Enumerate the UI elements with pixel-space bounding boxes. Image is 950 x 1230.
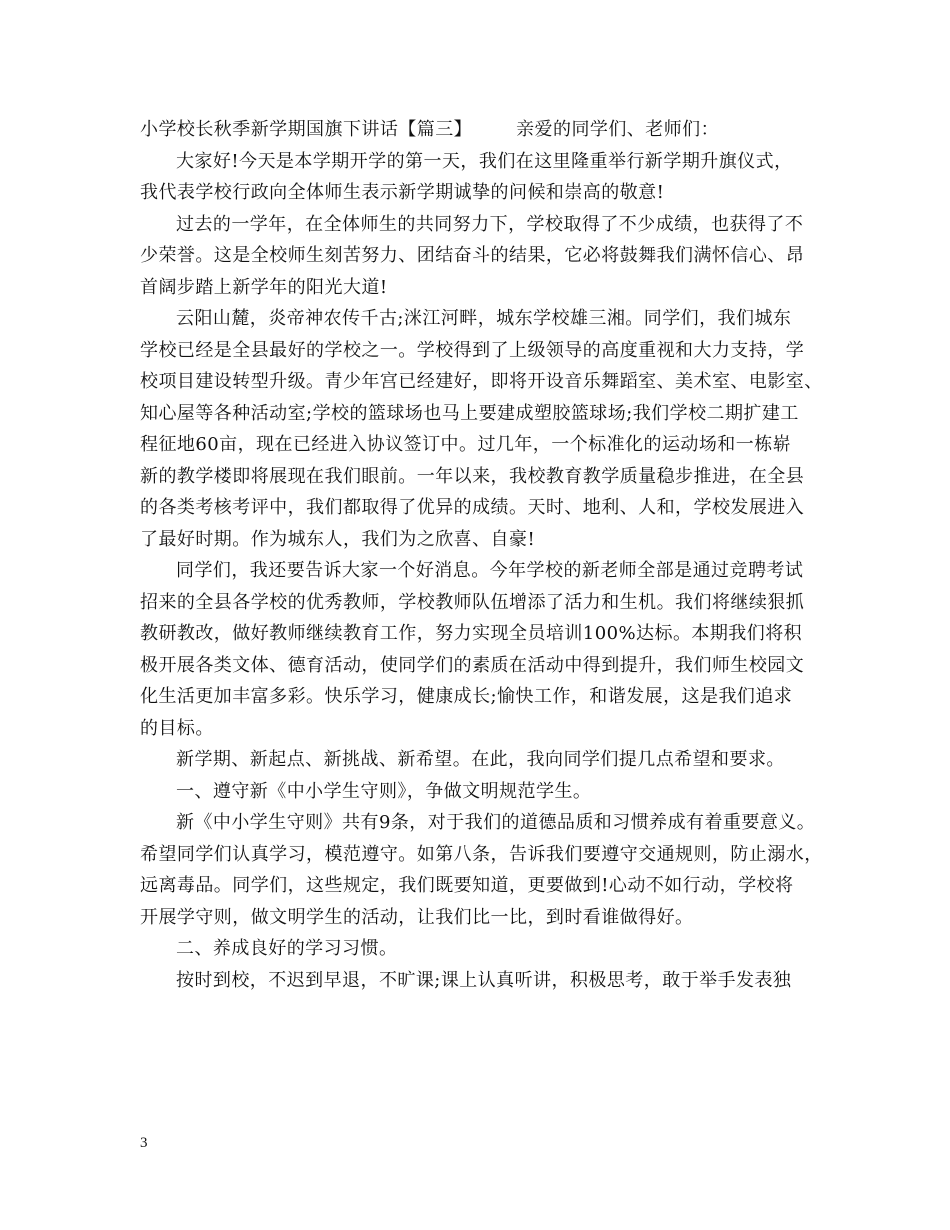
text-line: 一、遵守新《中小学生守则》，争做文明规范学生。 <box>176 780 592 802</box>
text-line: 新的教学楼即将展现在我们眼前。一年以来，我校教育教学质量稳步推进，在全县 <box>140 465 805 487</box>
text-line: 知心屋等各种活动室;学校的篮球场也马上要建成塑胶篮球场;我们学校二期扩建工 <box>140 402 799 424</box>
text-line: 大家好!今天是本学期开学的第一天，我们在这里隆重举行新学期升旗仪式， <box>176 150 793 172</box>
text-line: 化生活更加丰富多彩。快乐学习，健康成长;愉快工作，和谐发展，这是我们追求 <box>140 686 793 707</box>
document-title: 小学校长秋季新学期国旗下讲话【篇三】 <box>140 119 473 140</box>
text-line: 校项目建设转型升级。青少年宫已经建好，即将开设音乐舞蹈室、美术室、电影室、 <box>140 371 823 392</box>
text-line: 程征地60亩，现在已经进入协议签订中。过几年，一个标准化的运动场和一栋崭 <box>140 434 792 455</box>
text-line: 首阔步踏上新学年的阳光大道! <box>140 276 388 298</box>
text-line: 学校已经是全县最好的学校之一。学校得到了上级领导的高度重视和大力支持，学 <box>140 339 805 361</box>
document-body <box>140 114 825 996</box>
text-line: 过去的一学年，在全体师生的共同努力下，学校取得了不少成绩，也获得了不 <box>176 213 804 235</box>
text-line: 二、养成良好的学习习惯。 <box>176 938 398 959</box>
paragraph-lines <box>140 146 825 997</box>
text-line: 云阳山麓，炎帝神农传千古;洣江河畔，城东学校雄三湘。同学们，我们城东 <box>176 308 792 329</box>
text-line: 新《中小学生守则》共有9条，对于我们的道德品质和习惯养成有着重要意义。 <box>176 812 816 833</box>
text-line: 的目标。 <box>140 717 214 739</box>
text-line: 新学期、新起点、新挑战、新希望。在此，我向同学们提几点希望和要求。 <box>176 749 785 770</box>
text-line: 我代表学校行政向全体师生表示新学期诚挚的问候和崇高的敬意! <box>140 182 665 203</box>
text-line: 希望同学们认真学习，模范遵守。如第八条，告诉我们要遵守交通规则，防止溺水， <box>140 843 823 865</box>
text-line: 按时到校，不迟到早退，不旷课;课上认真听讲，积极思考，敢于举手发表独 <box>176 969 792 991</box>
text-line: 开展学守则，做文明学生的活动，让我们比一比，到时看谁做得好。 <box>140 906 694 928</box>
salutation: 亲爱的同学们、老师们： <box>516 119 720 140</box>
text-line: 招来的全县各学校的优秀教师，学校教师队伍增添了活力和生机。我们将继续狠抓 <box>140 591 805 613</box>
text-line: 的各类考核考评中，我们都取得了优异的成绩。天时、地利、人和，学校发展进入 <box>140 497 805 518</box>
text-line: 同学们，我还要告诉大家一个好消息。今年学校的新老师全部是通过竞聘考试 <box>176 560 804 581</box>
text-line: 极开展各类文体、德育活动，使同学们的素质在活动中得到提升，我们师生校园文 <box>140 654 805 676</box>
text-line: 少荣誉。这是全校师生刻苦努力、团结奋斗的结果，它必将鼓舞我们满怀信心、昂 <box>140 245 805 266</box>
heading-line <box>140 114 825 146</box>
page-number: 3 <box>140 1135 148 1151</box>
text-line: 远离毒品。同学们，这些规定，我们既要知道，更要做到!心动不如行动，学校将 <box>140 875 794 896</box>
text-line: 了最好时期。作为城东人，我们为之欣喜、自豪! <box>140 528 536 550</box>
text-line: 教研教改，做好教师继续教育工作，努力实现全员培训100%达标。本期我们将积 <box>140 623 803 644</box>
